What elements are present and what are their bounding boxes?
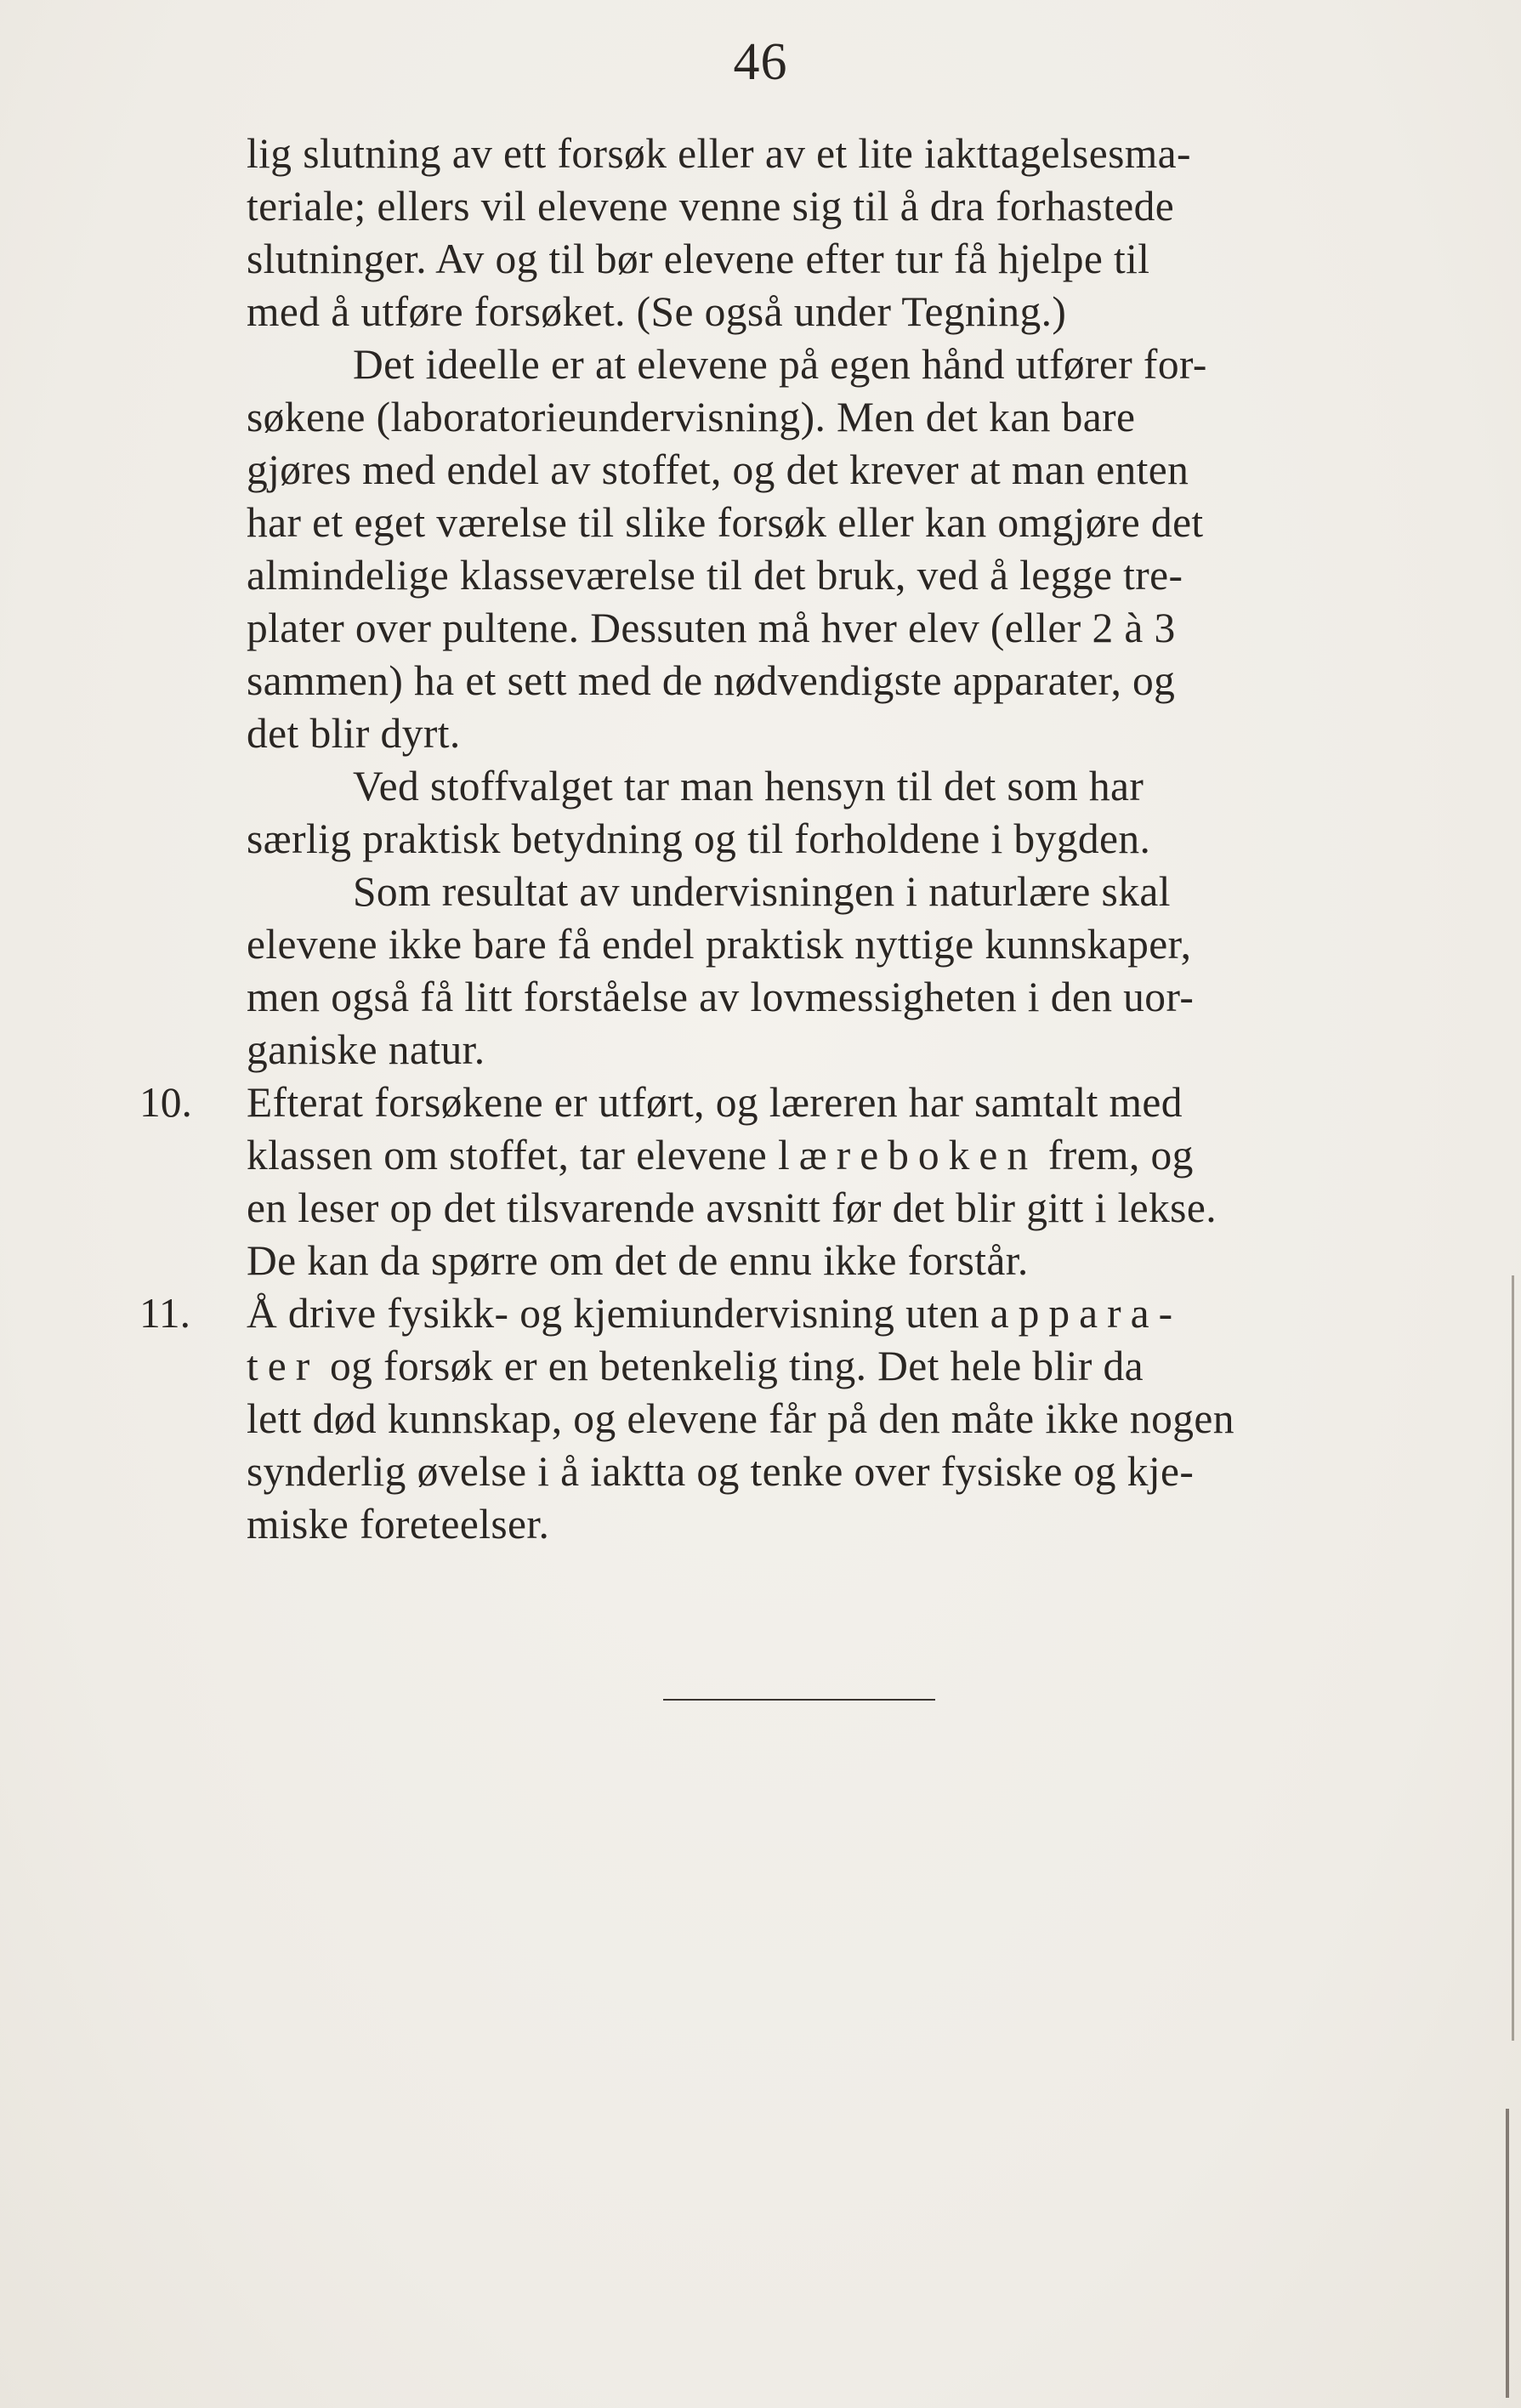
text-segment: frem, og xyxy=(1047,1132,1194,1178)
text-line: slutninger. Av og til bør elevene efter tur få hjelpe til xyxy=(247,236,1150,282)
text-line: har et eget værelse til slike forsøk eller kan omgjøre det xyxy=(247,499,1204,546)
section-end-rule xyxy=(663,1699,935,1701)
spaced-emphasis: læreboken xyxy=(777,1132,1038,1178)
text-line: De kan da spørre om det de ennu ikke forstår. xyxy=(247,1237,1029,1284)
text-line: en leser op det tilsvarende avsnitt før det blir gitt i lekse. xyxy=(247,1184,1217,1231)
text-line: men også få litt forståelse av lovmessigheten i den uor- xyxy=(247,974,1195,1020)
page-number: 46 xyxy=(733,33,788,91)
text-line: lett død kunnskap, og elevene får på den måte ikke nogen xyxy=(247,1395,1234,1442)
text-line: særlig praktisk betydning og til forholdene i bygden. xyxy=(247,815,1151,862)
spaced-emphasis: appara- xyxy=(990,1290,1183,1337)
text-line: synderlig øvelse i å iaktta og tenke over fysiske og kje- xyxy=(247,1448,1195,1495)
page-edge-shadow xyxy=(1506,2109,1509,2398)
text-line: det blir dyrt. xyxy=(247,710,461,757)
text-line: almindelige klasseværelse til det bruk, ved å legge tre- xyxy=(247,552,1183,599)
text-segment: Å drive fysikk- og kjemiundervisning uten xyxy=(247,1290,979,1337)
text-line: teriale; ellers vil elevene venne sig til å dra forhastede xyxy=(247,183,1175,230)
text-line xyxy=(247,1340,1144,1393)
text-line: gjøres med endel av stoffet, og det krever at man enten xyxy=(247,446,1189,493)
text-line: Efterat forsøkene er utført, og læreren har samtalt med xyxy=(247,1079,1183,1126)
paragraph-start-line: Ved stoffvalget tar man hensyn til det som har xyxy=(353,763,1144,809)
text-line: miske foreteelser. xyxy=(247,1501,550,1548)
text-line: med å utføre forsøket. (Se også under Tegning.) xyxy=(247,288,1067,335)
text-line: ganiske natur. xyxy=(247,1026,485,1073)
text-line: søkene (laboratorieundervisning). Men det kan bare xyxy=(247,394,1136,440)
text-line: sammen) ha et sett med de nødvendigste apparater, og xyxy=(247,657,1176,704)
paragraph-start-line: Som resultat av undervisningen i naturlære skal xyxy=(353,868,1171,915)
text-line: elevene ikke bare få endel praktisk nyttige kunnskaper, xyxy=(247,921,1192,968)
item-number: 10. xyxy=(139,1079,192,1126)
text-line: plater over pultene. Dessuten må hver elev (eller 2 à 3 xyxy=(247,605,1176,651)
text-segment: og forsøk er en betenkelig ting. Det hele blir da xyxy=(330,1343,1144,1389)
text-line xyxy=(247,1287,1182,1340)
page-edge-shadow xyxy=(1512,1275,1514,2041)
paragraph-start-line: Det ideelle er at elevene på egen hånd utfører for- xyxy=(353,341,1207,388)
text-line: lig slutning av ett forsøk eller av et lite iakttagelsesma- xyxy=(247,130,1191,177)
item-number: 11. xyxy=(139,1290,191,1337)
text-line xyxy=(247,1129,1194,1182)
text-segment: klassen om stoffet, tar elevene xyxy=(247,1132,768,1178)
spaced-emphasis: ter xyxy=(247,1343,320,1389)
